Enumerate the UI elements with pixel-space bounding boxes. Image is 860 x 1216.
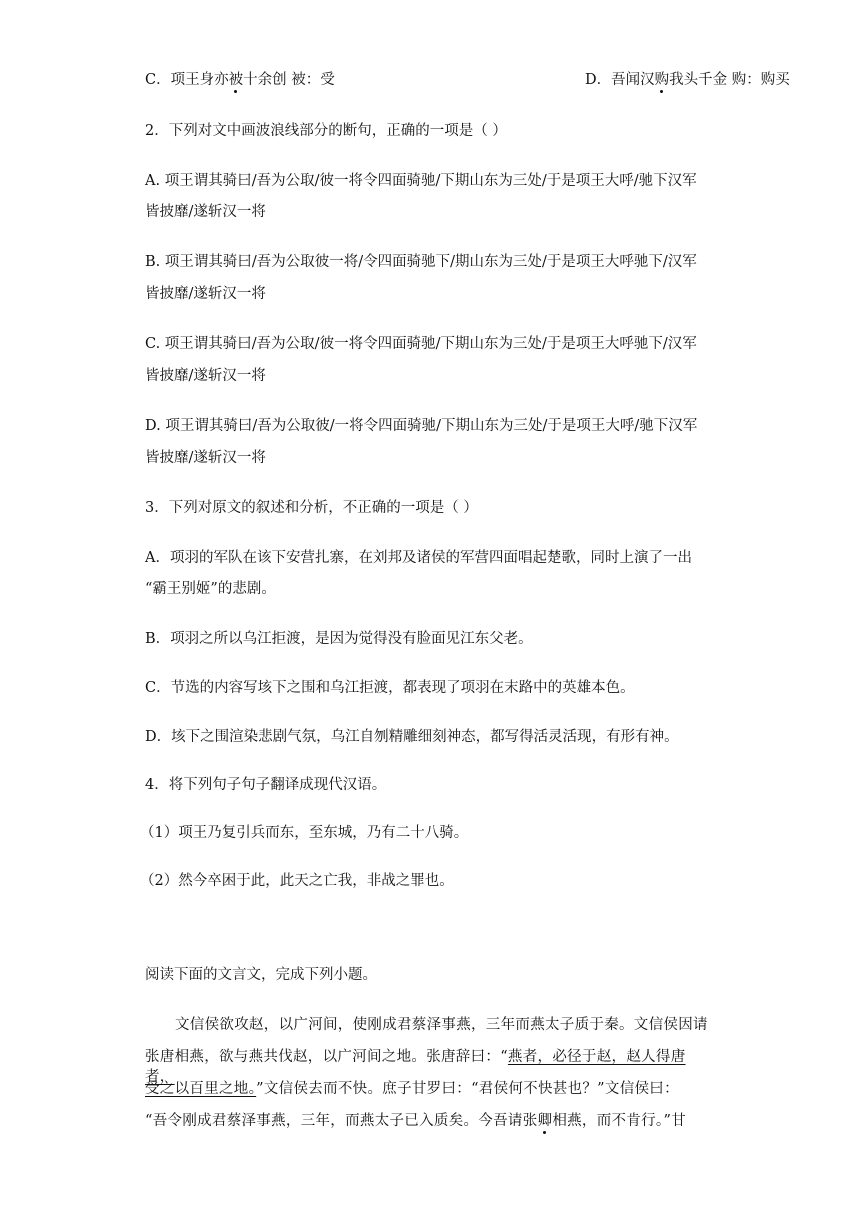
emphasis-dot-char: 卿 [537,1113,553,1129]
emphasis-dot-char: 被 [228,72,244,88]
q3-option-a-line1: A．项羽的军队在该下安营扎寨，在刘邦及诸侯的军营四面唱起楚歌，同时上演了一出 [145,550,692,566]
q3-option-d: D．垓下之围渲染悲剧气氛，乌江自刎精雕细刻神态，都写得活灵活现，有形有神。 [145,729,679,745]
q3-stem: 3．下列对原文的叙述和分析，不正确的一项是（ ） [145,500,478,516]
q2-option-a-line2: 皆披靡/遂斩汉一将 [145,204,266,220]
passage-line-3: 受之以百里之地。”文信侯去而不快。庶子甘罗曰：“君侯何不快甚也？”文信侯曰： [145,1081,679,1097]
passage-line-4: “吾令刚成君蔡泽事燕，三年，而燕太子已入质矣。今吾请张卿相燕，而不肯行。”甘 [145,1113,686,1129]
q2-option-d-line1: D. 项王谓其骑曰/吾为公取彼/一将令四面骑驰/下期山东为三处/于是项王大呼/驰下汉军 [145,418,698,434]
q2-option-b-line2: 皆披靡/遂斩汉一将 [145,286,266,302]
emphasis-dot-char: 购 [654,72,670,88]
q3-option-a-line2: “霸王别姬”的悲剧。 [145,581,276,597]
reading-intro: 阅读下面的文言文，完成下列小题。 [145,967,377,983]
q2-option-d-line2: 皆披靡/遂斩汉一将 [145,450,266,466]
q2-option-a-line1: A. 项王谓其骑曰/吾为公取/彼一将令四面骑驰/下期山东为三处/于是项王大呼/驰下汉军 [145,173,697,189]
q2-option-c-line1: C. 项王谓其骑曰/吾为公取/彼一将令四面骑驰/下期山东为三处/于是项王大呼驰下/汉军 [145,336,697,352]
q1-options-row [145,70,790,90]
q3-option-c: C．节选的内容写垓下之围和乌江拒渡，都表现了项羽在末路中的英雄本色。 [145,680,635,696]
q1-option-d: D．吾闻汉购我头千金 购：购买 [585,72,790,88]
q2-stem: 2．下列对文中画波浪线部分的断句，正确的一项是（ ） [145,123,507,139]
passage-line-1: 文信侯欲攻赵，以广河间，使刚成君蔡泽事燕，三年而燕太子质于秦。文信侯因请 [175,1017,708,1033]
q2-option-b-line1: B. 项王谓其骑曰/吾为公取彼一将/令四面骑驰下/期山东为三处/于是项王大呼驰下/汉军 [145,254,697,270]
q3-option-b: B．项羽之所以乌江拒渡，是因为觉得没有脸面见江东父老。 [145,631,533,647]
q1-option-c: C．项王身亦被十余创 被：受 [145,72,335,88]
passage-line-2: 张唐相燕，欲与燕共伐赵，以广河间之地。张唐辞曰：“燕者，必径于赵，赵人得唐者， [145,1049,686,1085]
classical-passage [145,1015,715,1143]
underlined-text: 受之以百里之地。 [145,1081,257,1097]
q2-option-c-line2: 皆披靡/遂斩汉一将 [145,368,266,384]
underlined-text: 燕者，必径于赵，赵人得唐者， [145,1049,686,1085]
q4-sentence-2: （2）然今卒困于此，此天之亡我，非战之罪也。 [140,873,454,889]
q4-sentence-1: （1）项王乃复引兵而东，至东城，乃有二十八骑。 [140,825,469,841]
q4-stem: 4．将下列句子句子翻译成现代汉语。 [145,777,387,793]
